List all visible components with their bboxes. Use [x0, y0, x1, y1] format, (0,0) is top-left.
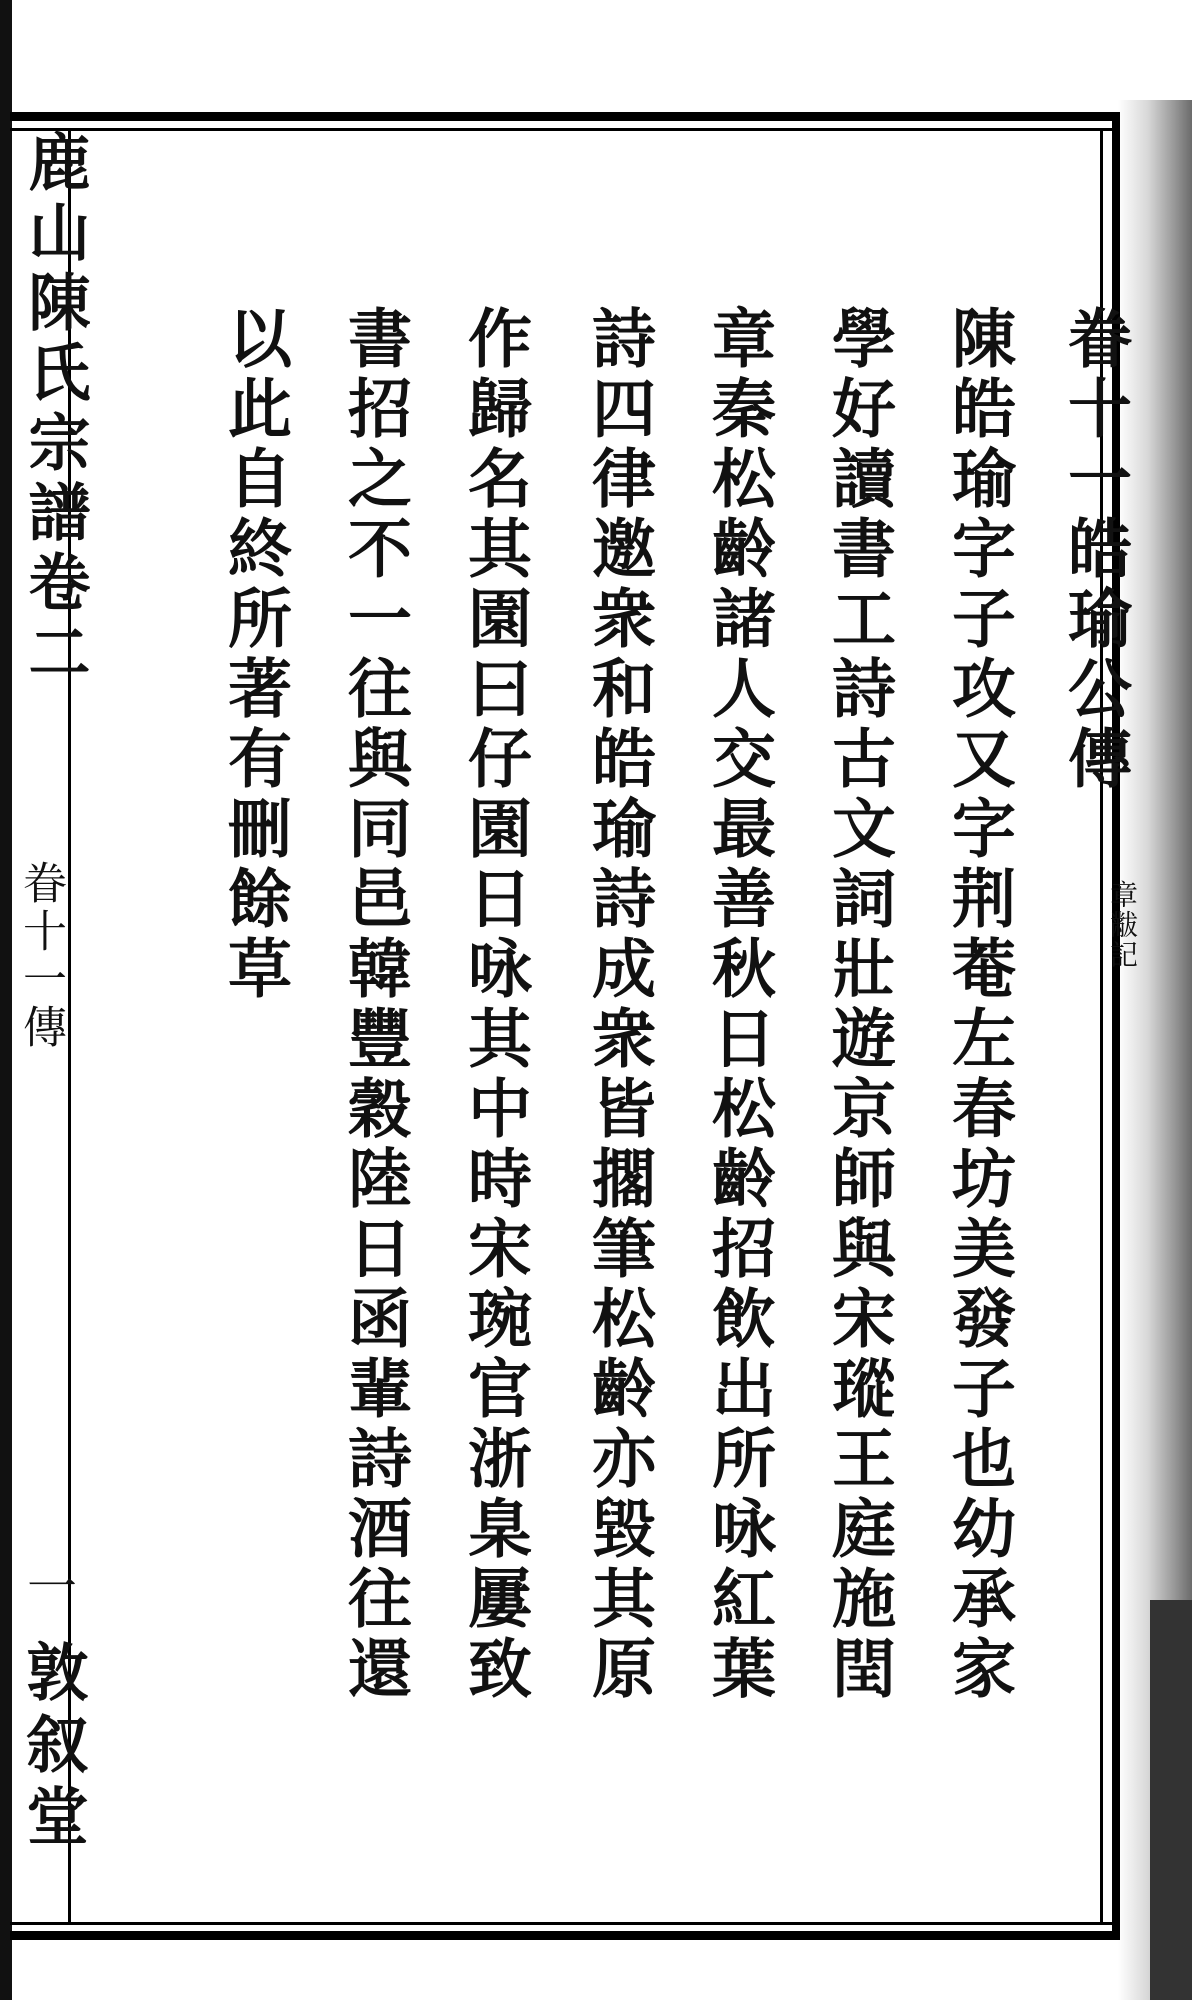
- text-column: 學好讀書工詩古文詞壯遊京師與宋瑽王庭施閏: [821, 305, 896, 1705]
- text-column: 章秦松齡諸人交最善秋日松齡招飲出所咏紅葉: [701, 305, 776, 1705]
- frame-top-thin: [10, 128, 1120, 131]
- author-note: 章黻記: [1106, 880, 1139, 970]
- frame-bottom-thick: [10, 1931, 1120, 1940]
- text-column: 詩四律邀衆和皓瑜詩成衆皆擱筆松齡亦毀其原: [581, 305, 656, 1705]
- frame-top-thick: [10, 112, 1120, 121]
- text-column: 作歸名其園曰仔園日咏其中時宋琬官浙臬屢致: [457, 305, 532, 1705]
- hall-name: 敦叙堂: [16, 1640, 89, 1856]
- section-label: 眷十一傳: [15, 860, 66, 1052]
- text-column: 以此自終所著有刪餘草: [217, 305, 292, 1005]
- page-edge-shadow: [1150, 1600, 1192, 2000]
- book-title: 鹿山陳氏宗譜卷二: [18, 130, 91, 690]
- text-column: 書招之不一往與同邑韓豐穀陸日函輩詩酒往還: [337, 305, 412, 1705]
- article-title: 眷十一皓瑜公傳: [1057, 305, 1132, 795]
- text-column: 陳皓瑜字子攻又字荆菴左春坊美發子也幼承家: [941, 305, 1016, 1705]
- frame-bottom-thin: [10, 1922, 1120, 1925]
- page-number: 一: [19, 1560, 77, 1610]
